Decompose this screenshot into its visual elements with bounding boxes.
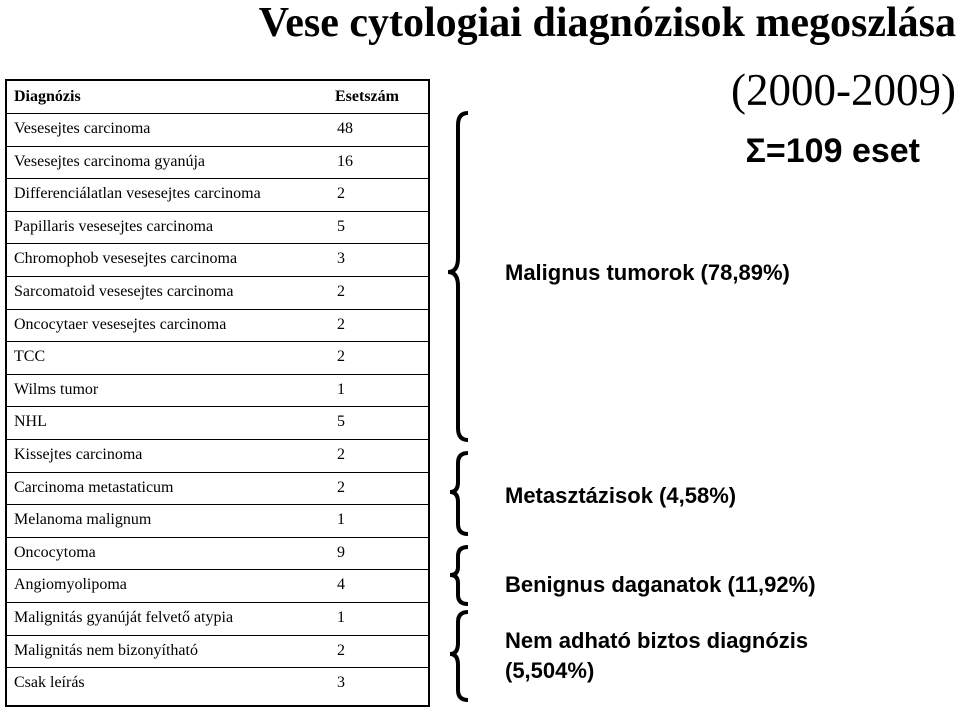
header-diagnosis: Diagnózis bbox=[14, 88, 81, 105]
table-row bbox=[7, 504, 428, 536]
brace-malignant bbox=[448, 113, 468, 440]
diagnosis-name: TCC bbox=[14, 348, 46, 366]
case-count: 3 bbox=[337, 250, 345, 268]
table-row bbox=[7, 472, 428, 504]
diagnosis-name: Kissejtes carcinoma bbox=[14, 446, 143, 463]
diagnosis-table bbox=[5, 79, 430, 707]
case-count: 2 bbox=[337, 283, 345, 300]
table-row bbox=[7, 635, 428, 667]
diagnosis-name: Csak leírás bbox=[14, 674, 85, 692]
table-row bbox=[7, 439, 428, 471]
table-row bbox=[7, 113, 428, 145]
diagnosis-name: Differenciálatlan vesesejtes carcinoma bbox=[14, 185, 261, 203]
diagnosis-name: Oncocytaer vesesejtes carcinoma bbox=[14, 315, 227, 333]
header-case-count: Esetszám bbox=[335, 88, 399, 105]
group-braces bbox=[440, 0, 500, 710]
case-count: 9 bbox=[337, 543, 345, 561]
case-count: 2 bbox=[337, 641, 345, 659]
diagnosis-name: Chromophob vesesejtes carcinoma bbox=[14, 250, 238, 268]
diagnosis-name: Oncocytoma bbox=[14, 543, 96, 561]
table-row bbox=[7, 341, 428, 373]
brace-benign bbox=[450, 547, 468, 604]
case-count: 5 bbox=[337, 413, 345, 431]
diagnosis-name: Vesesejtes carcinoma bbox=[14, 120, 151, 137]
table-row bbox=[7, 146, 428, 178]
table-header-row bbox=[7, 81, 428, 113]
diagnosis-name: Vesesejtes carcinoma gyanúja bbox=[14, 152, 206, 170]
group-label-malignant: Malignus tumorok (78,89%) bbox=[505, 260, 790, 285]
case-count: 2 bbox=[337, 446, 345, 463]
table-row bbox=[7, 537, 428, 569]
case-count: 2 bbox=[337, 185, 345, 203]
table-row bbox=[7, 309, 428, 341]
group-label-metastasis: Metasztázisok (4,58%) bbox=[505, 483, 737, 508]
table-row bbox=[7, 569, 428, 601]
case-count: 5 bbox=[337, 217, 345, 235]
case-count: 1 bbox=[337, 609, 345, 626]
brace-uncertain bbox=[450, 612, 468, 700]
diagnosis-name: Malignitás nem bizonyítható bbox=[14, 641, 198, 659]
diagnosis-name: Carcinoma metastaticum bbox=[14, 478, 174, 496]
case-count: 16 bbox=[337, 152, 353, 170]
table-row bbox=[7, 211, 428, 243]
table-row bbox=[7, 178, 428, 210]
table-row bbox=[7, 243, 428, 275]
case-count: 1 bbox=[337, 511, 345, 529]
diagnosis-name: Sarcomatoid vesesejtes carcinoma bbox=[14, 283, 234, 300]
table-row bbox=[7, 406, 428, 438]
case-count: 4 bbox=[337, 576, 345, 594]
brace-metastasis bbox=[450, 453, 468, 534]
table-row bbox=[7, 276, 428, 308]
case-count: 1 bbox=[337, 380, 345, 398]
case-count: 2 bbox=[337, 348, 345, 366]
diagnosis-name: NHL bbox=[14, 413, 47, 431]
diagnosis-name: Angiomyolipoma bbox=[14, 576, 127, 594]
case-count: 2 bbox=[337, 315, 345, 333]
total-cases-label: Σ=109 eset bbox=[745, 132, 920, 170]
table-row bbox=[7, 374, 428, 406]
group-label-uncertain-line1: Nem adható biztos diagnózis bbox=[505, 628, 809, 653]
table-row bbox=[7, 667, 428, 699]
group-label-benign: Benignus daganatok (11,92%) bbox=[505, 572, 816, 597]
diagnosis-name: Papillaris vesesejtes carcinoma bbox=[14, 217, 214, 235]
case-count: 3 bbox=[337, 674, 345, 692]
page-subtitle-years: (2000-2009) bbox=[731, 65, 956, 115]
diagnosis-name: Wilms tumor bbox=[14, 380, 99, 398]
table-row bbox=[7, 602, 428, 634]
case-count: 48 bbox=[337, 120, 353, 137]
diagnosis-name: Melanoma malignum bbox=[14, 511, 152, 529]
diagnosis-name: Malignitás gyanúját felvető atypia bbox=[14, 609, 234, 626]
group-label-uncertain-line2: (5,504%) bbox=[505, 658, 595, 683]
case-count: 2 bbox=[337, 478, 345, 496]
page-title: Vese cytologiai diagnózisok megoszlása bbox=[258, 0, 956, 46]
